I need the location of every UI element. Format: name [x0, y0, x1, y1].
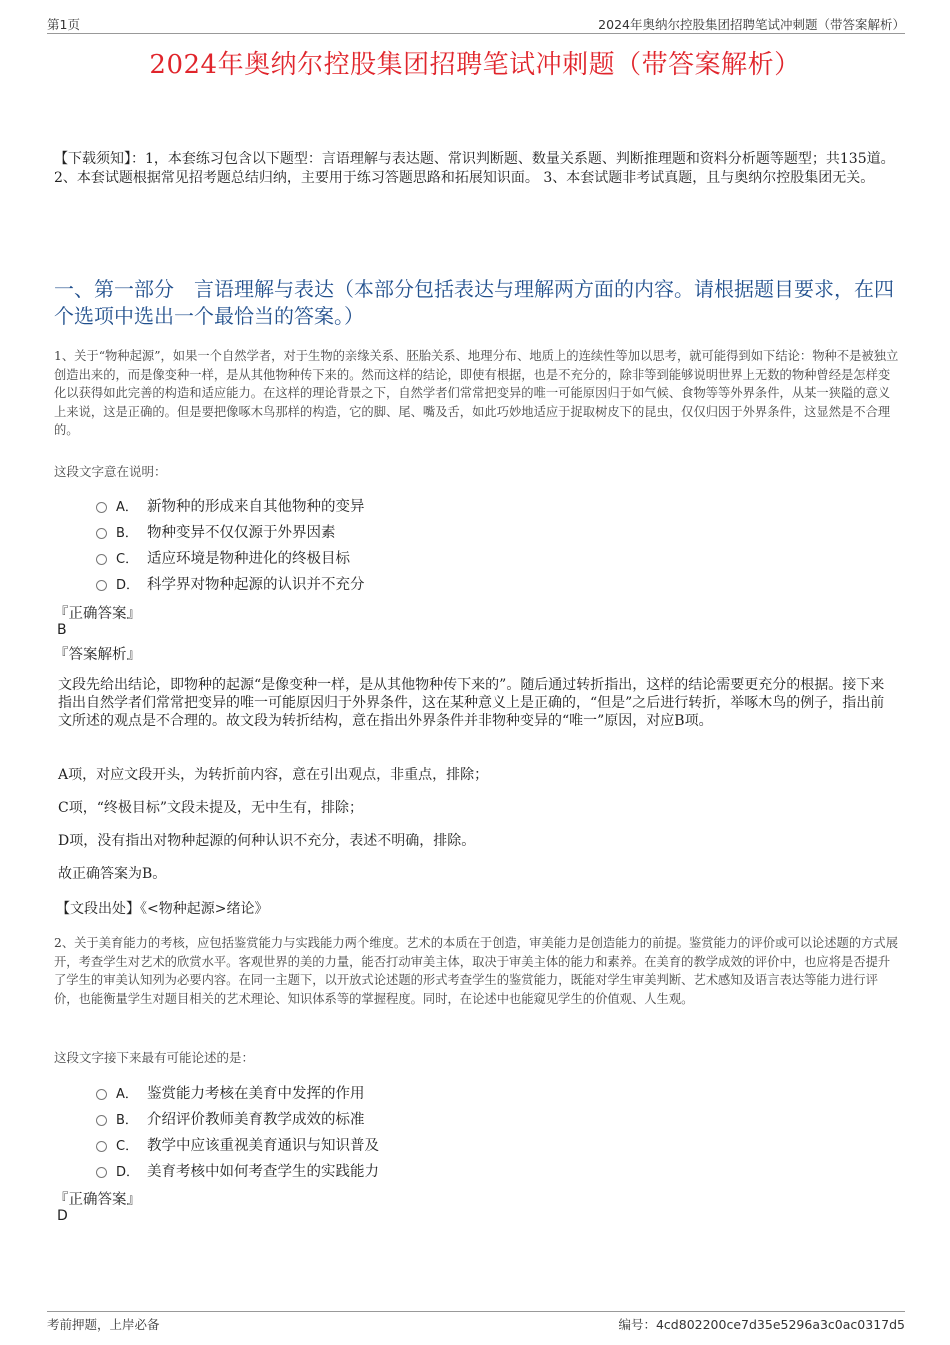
radio-icon[interactable] — [96, 1115, 107, 1126]
analysis-option-d: D项，没有指出对物种起源的何种认识不充分，表述不明确，排除。 — [58, 833, 476, 849]
question-2-option-a[interactable]: A． 鉴赏能力考核在美育中发挥的作用 — [96, 1079, 379, 1105]
answer-value: B — [57, 622, 67, 638]
footer-code-label: 编号： — [618, 1317, 656, 1332]
radio-icon[interactable] — [96, 580, 107, 591]
radio-icon[interactable] — [96, 1167, 107, 1178]
radio-icon[interactable] — [96, 554, 107, 565]
analysis-paragraph: 文段先给出结论，即物种的起源“是像变种一样，是从其他物种传下来的”。随后通过转折指出，这样的结论需要更充分的根据。接下来指出自然学者们常常把变异的唯一可能原因归于外界条件，这在某种意义上是正确的，“但是”之后进行转折，举啄木鸟的例子，指出前文所述的观点是不合理的。故文段为转折结构，意在指出外界条件并非物种变异的“唯一”原因，对应B项。 — [58, 677, 885, 729]
answer-value: D — [57, 1208, 68, 1224]
footer-code-value: 4cd802200ce7d35e5296a3c0ac0317d5 — [655, 1317, 905, 1332]
footer-code — [618, 1315, 905, 1333]
page-number: 第1页 — [47, 17, 80, 32]
answer-label: 『正确答案』 — [54, 1192, 141, 1208]
footer-slogan: 考前押题，上岸必备 — [47, 1317, 160, 1332]
analysis-option-a: A项，对应文段开头，为转折前内容，意在引出观点，非重点，排除； — [58, 767, 489, 783]
question-2-option-d[interactable]: D． 美育考核中如何考查学生的实践能力 — [96, 1157, 379, 1183]
question-2-option-b[interactable]: B． 介绍评价教师美育教学成效的标准 — [96, 1105, 379, 1131]
question-1-prompt: 这段文字意在说明： — [54, 464, 167, 479]
radio-icon[interactable] — [96, 502, 107, 513]
page-footer — [47, 1311, 905, 1332]
question-2-body: 2、关于美育能力的考核，应包括鉴赏能力与实践能力两个维度。艺术的本质在于创造，审美能力是创造能力的前提。鉴赏能力的评价或可以论述题的方式展开，考查学生对艺术的欣赏水平。客观世界的美的力量，能否打动审美主体，取决于审美主体的能力和素养。在美育的教学成效的评价中，也应将是否提升了学生的审美认知列为必要内容。在同一主题下，以开放式论述题的形式考查学生的鉴赏能力，既能对学生审美判断、艺术感知及语言表达等能力进行评价，也能衡量学生对题目相关的艺术理论、知识体系等的掌握程度。同时，在论述中也能窥见学生的价值观、人生观。 — [54, 936, 899, 1006]
question-2-options — [96, 1079, 379, 1183]
page-header — [47, 13, 905, 34]
radio-icon[interactable] — [96, 528, 107, 539]
radio-icon[interactable] — [96, 1089, 107, 1100]
text-source: 【文段出处】《<物种起源>绪论》 — [56, 901, 269, 917]
question-1-option-b[interactable]: B． 物种变异不仅仅源于外界因素 — [96, 518, 365, 544]
answer-label: 『正确答案』 — [54, 606, 141, 622]
question-1-body: 1、关于“物种起源”，如果一个自然学者，对于生物的亲缘关系、胚胎关系、地理分布、地质上的连续性等加以思考，就可能得到如下结论：物种不是被独立创造出来的，而是像变种一样，是从其他物种传下来的。然而这样的结论，即使有根据，也是不充分的，除非等到能够说明世界上无数的物种曾经是怎样变化以获得如此完善的构造和适应能力。在这样的理论背景之下，自然学者们常常把变异的唯一可能原因归于如气候、食物等等外界条件，从某一狭隘的意义上来说，这是正确的。但是要把像啄木鸟那样的构造，它的脚、尾、嘴及舌，如此巧妙地适应于捉取树皮下的昆虫，仅仅归因于外界条件，这显然是不合理的。 — [54, 349, 899, 437]
analysis-block — [58, 676, 894, 730]
question-1-option-a[interactable]: A． 新物种的形成来自其他物种的变异 — [96, 492, 365, 518]
header-doc-title: 2024年奥纳尔控股集团招聘笔试冲刺题（带答案解析） — [598, 17, 905, 32]
question-1-option-d[interactable]: D． 科学界对物种起源的认识并不充分 — [96, 570, 365, 596]
question-2-prompt: 这段文字接下来最有可能论述的是： — [54, 1050, 255, 1065]
analysis-label: 『答案解析』 — [54, 647, 141, 663]
document-title: 2024年奥纳尔控股集团招聘笔试冲刺题（带答案解析） — [149, 50, 801, 80]
download-notice: 【下载须知】：1，本套练习包含以下题型：言语理解与表达题、常识判断题、数量关系题、判断推理题和资料分析题等题型；共135道。 2、本套试题根据常见招考题总结归纳，主要用于练习答题思路和拓展知识面。 3、本套试题非考试真题，且与奥纳尔控股集团无关。 — [54, 151, 895, 186]
question-1-options — [96, 492, 365, 596]
analysis-option-c: C项，“终极目标”文段未提及，无中生有，排除； — [58, 800, 364, 816]
question-1-option-c[interactable]: C． 适应环境是物种进化的终极目标 — [96, 544, 365, 570]
analysis-conclusion: 故正确答案为B。 — [58, 866, 167, 882]
section-title: 一、第一部分 言语理解与表达（本部分包括表达与理解两方面的内容。请根据题目要求，在四个选项中选出一个最恰当的答案。） — [54, 277, 894, 328]
radio-icon[interactable] — [96, 1141, 107, 1152]
question-2-option-c[interactable]: C． 教学中应该重视美育通识与知识普及 — [96, 1131, 379, 1157]
